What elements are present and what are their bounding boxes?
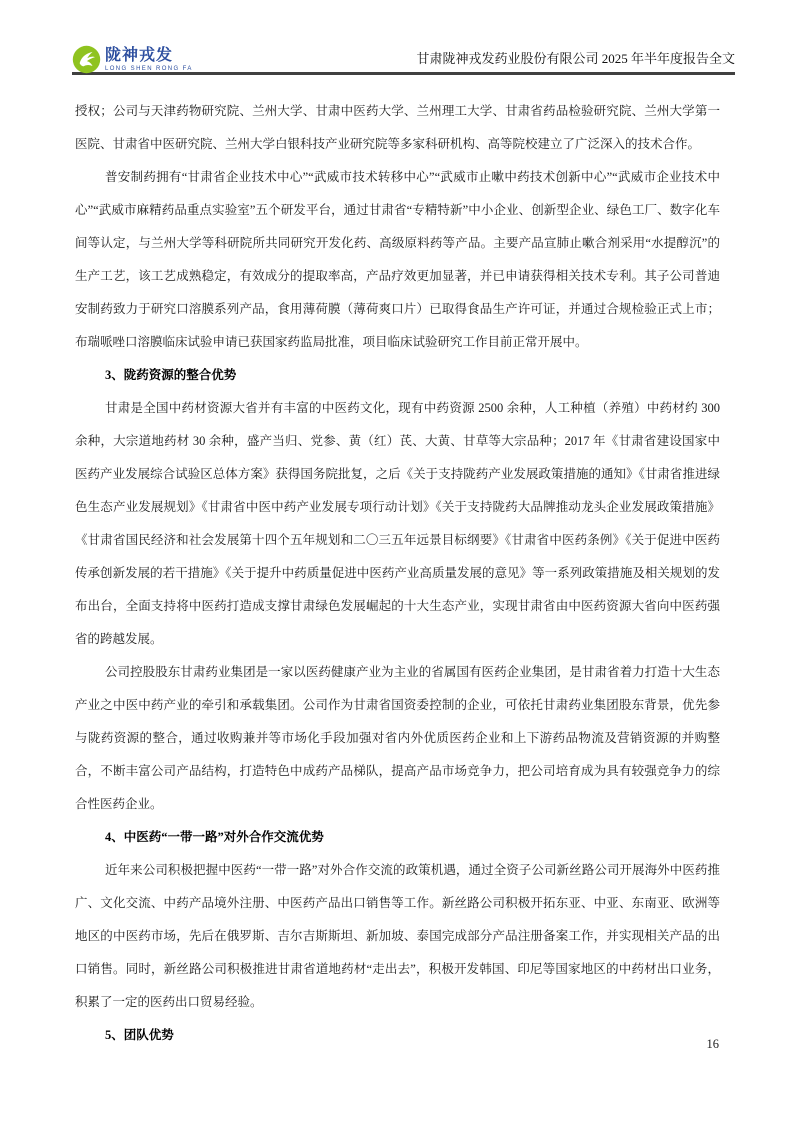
company-logo: [72, 45, 193, 74]
section-heading-5: 5、团队优势: [105, 1028, 174, 1042]
page-number: 16: [706, 1037, 719, 1051]
brand-name-cn: 陇神戎发: [105, 46, 174, 64]
document-body: [75, 95, 720, 1052]
paragraph-puan-pharma: 普安制药拥有“甘肃省企业技术中心”“武威市技术转移中心”“武威市止嗽中药技术创新中心”“武威市企业技术中心”“武威市麻精药品重点实验室”五个研发平台，通过甘肃省“专精特新”中小企业、创新型企业、绿色工厂、数字化车间等认定，与兰州大学等科研院所共同研究开发化药、高级原料药等产品。主要产品宣肺止嗽合剂采用“水提醇沉”的生产工艺，该工艺成熟稳定，有效成分的提取率高，产品疗效更加显著，并已申请获得相关技术专利。其子公司普迪安制药致力于研究口溶膜系列产品，食用薄荷膜（薄荷爽口片）已取得食品生产许可证，并通过合规检验正式上市；布瑞哌唑口溶膜临床试验申请已获国家药监局批准，项目临床试验研究工作目前正常开展中。: [75, 170, 720, 349]
section-heading-4: 4、中医药“一带一路”对外合作交流优势: [105, 830, 324, 844]
section-heading-3: 3、陇药资源的整合优势: [105, 368, 237, 382]
paragraph-continuation: 授权；公司与天津药物研究院、兰州大学、甘肃中医药大学、兰州理工大学、甘肃省药品检验研究院、兰州大学第一医院、甘肃省中医研究院、兰州大学白银科技产业研究院等多家科研机构、高等院校建立了广泛深入的技术合作。: [75, 104, 720, 151]
logo-mark-icon: [72, 45, 101, 74]
logo-text: [105, 48, 193, 72]
brand-name-en: LONG SHEN RONG FA: [105, 65, 193, 72]
report-title: 甘肃陇神戎发药业股份有限公司 2025 年半年度报告全文: [416, 51, 735, 66]
paragraph-controlling-shareholder: 公司控股股东甘肃药业集团是一家以医药健康产业为主业的省属国有医药企业集团，是甘肃省着力打造十大生态产业之中医中药产业的牵引和承载集团。公司作为甘肃省国资委控制的企业，可依托甘肃药业集团股东背景，优先参与陇药资源的整合，通过收购兼并等市场化手段加强对省内外优质医药企业和上下游药品物流及营销资源的并购整合，不断丰富公司产品结构，打造特色中成药产品梯队，提高产品市场竞争力，把公司培育成为具有较强竞争力的综合性医药企业。: [75, 665, 720, 811]
paragraph-belt-and-road: 近年来公司积极把握中医药“一带一路”对外合作交流的政策机遇，通过全资子公司新丝路公司开展海外中医药推广、文化交流、中药产品境外注册、中医药产品出口销售等工作。新丝路公司积极开拓东亚、中亚、东南亚、欧洲等地区的中医药市场，先后在俄罗斯、吉尔吉斯斯坦、新加坡、泰国完成部分产品注册备案工作，并实现相关产品的出口销售。同时，新丝路公司积极推进甘肃省道地药材“走出去”，积极开发韩国、印尼等国家地区的中药材出口业务，积累了一定的医药出口贸易经验。: [75, 863, 720, 1009]
page-header: [72, 45, 735, 75]
paragraph-gansu-resources: 甘肃是全国中药材资源大省并有丰富的中医药文化，现有中药资源 2500 余种，人工种植（养殖）中药材约 300 余种，大宗道地药材 30 余种，盛产当归、党参、黄（红）芪、大黄、甘草等大宗品种；2017 年《甘肃省建设国家中医药产业发展综合试验区总体方案》获得国务院批复，之后《关于支持陇药产业发展政策措施的通知》《甘肃省推进绿色生态产业发展规划》《甘肃省中医中药产业发展专项行动计划》《关于支持陇药大品牌推动龙头企业发展政策措施》《甘肃省国民经济和社会发展第十四个五年规划和二〇三五年远景目标纲要》《甘肃省中医药条例》《关于促进中医药传承创新发展的若干措施》《关于提升中药质量促进中医药产业高质量发展的意见》等一系列政策措施及相关规划的发布出台，全面支持将中医药打造成支撑甘肃绿色发展崛起的十大生态产业，实现甘肃省由中医药资源大省向中医药强省的跨越发展。: [75, 401, 720, 646]
